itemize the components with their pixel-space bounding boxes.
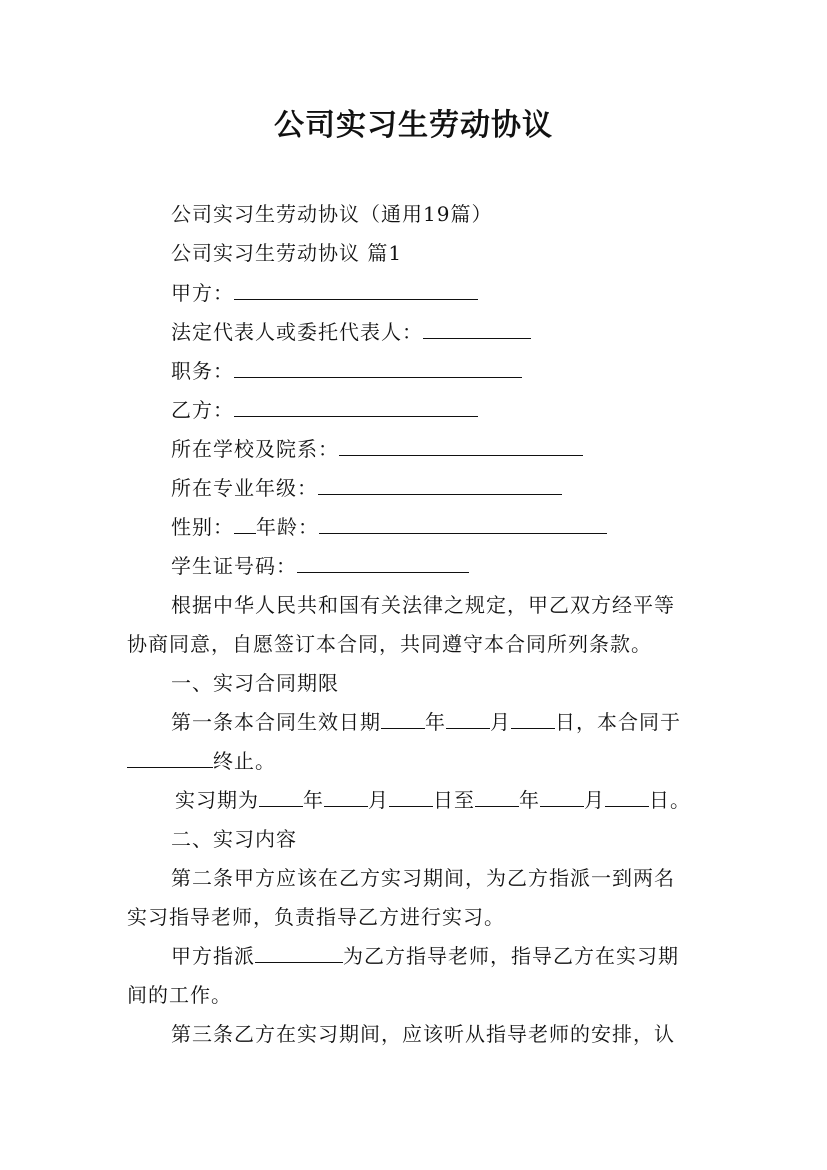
blank-line	[127, 746, 213, 768]
text: 日至	[433, 788, 475, 812]
blank-line	[259, 785, 303, 807]
field-position	[171, 355, 522, 384]
blank-line	[381, 707, 425, 729]
paragraph-line: 协商同意，自愿签订本合同，共同遵守本合同所列条款。	[127, 632, 652, 656]
field-label: 年龄：	[256, 515, 319, 539]
paragraph-line: 第二条甲方应该在乙方实习期间，为乙方指派一到两名	[171, 866, 675, 890]
blank-line	[234, 356, 522, 378]
blank-line	[324, 785, 368, 807]
blank-line	[255, 941, 343, 963]
field-label: 学生证号码：	[171, 554, 297, 578]
text: 日。	[649, 788, 691, 812]
text: 年	[519, 788, 540, 812]
blank-line	[605, 785, 649, 807]
blank-line	[540, 785, 584, 807]
field-party-b	[171, 394, 478, 423]
blank-line	[318, 473, 562, 495]
blank-line	[446, 707, 490, 729]
field-label: 所在学校及院系：	[171, 437, 339, 461]
article-1-line	[171, 706, 681, 735]
text: 月	[490, 710, 511, 734]
field-label: 所在专业年级：	[171, 476, 318, 500]
assign-line	[171, 940, 679, 969]
blank-line	[234, 395, 478, 417]
text: 实习期为	[175, 788, 259, 812]
field-label: 性别：	[171, 515, 234, 539]
text: 日，本合同于	[555, 710, 681, 734]
text: 年	[425, 710, 446, 734]
field-major	[171, 472, 562, 501]
field-label: 法定代表人或委托代表人：	[171, 320, 423, 344]
field-party-a	[171, 277, 478, 306]
field-student-id	[171, 550, 469, 579]
text: 年	[303, 788, 324, 812]
section-heading: 一、实习合同期限	[171, 671, 339, 695]
paragraph-line: 间的工作。	[127, 983, 232, 1007]
field-label: 职务：	[171, 359, 234, 383]
blank-line	[234, 278, 478, 300]
blank-line	[234, 512, 256, 534]
field-legal-rep	[171, 316, 531, 345]
field-label: 乙方：	[171, 398, 234, 422]
text: 月	[368, 788, 389, 812]
paragraph-line: 根据中华人民共和国有关法律之规定，甲乙双方经平等	[171, 593, 675, 617]
period-line	[175, 784, 691, 813]
document-subtitle: 公司实习生劳动协议（通用19篇）	[171, 202, 493, 226]
field-gender-age	[171, 511, 607, 540]
text: 甲方指派	[171, 944, 255, 968]
blank-line	[297, 551, 469, 573]
document-title: 公司实习生劳动协议	[274, 108, 553, 143]
blank-line	[511, 707, 555, 729]
blank-line	[389, 785, 433, 807]
section-heading: 二、实习内容	[171, 827, 297, 851]
field-school	[171, 433, 583, 462]
blank-line	[319, 512, 607, 534]
field-label: 甲方：	[171, 281, 234, 305]
blank-line	[423, 317, 531, 339]
blank-line	[339, 434, 583, 456]
paragraph-line: 实习指导老师，负责指导乙方进行实习。	[127, 905, 505, 929]
text: 终止。	[213, 749, 276, 773]
text: 第一条本合同生效日期	[171, 710, 381, 734]
paragraph-line: 第三条乙方在实习期间，应该听从指导老师的安排，认	[171, 1022, 675, 1046]
text: 月	[584, 788, 605, 812]
text: 为乙方指导老师，指导乙方在实习期	[343, 944, 679, 968]
article-heading: 公司实习生劳动协议 篇1	[171, 241, 403, 265]
article-1-line-2	[127, 745, 276, 774]
blank-line	[475, 785, 519, 807]
